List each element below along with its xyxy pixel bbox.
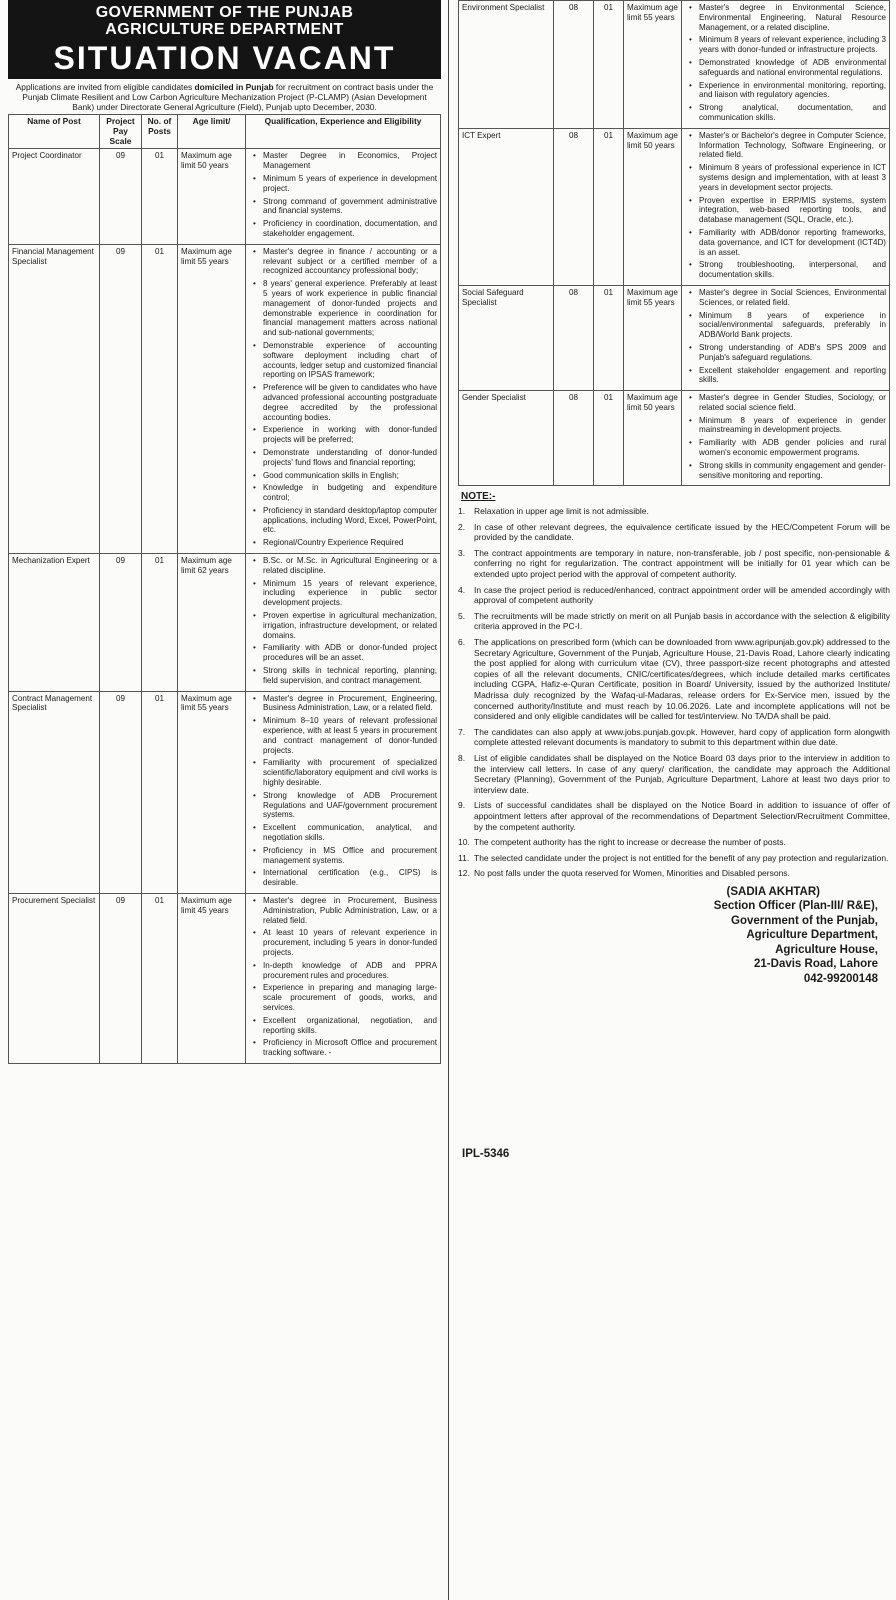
right-column — [458, 0, 890, 1160]
qualification-item: • Proven expertise in ERP/MIS systems, system integration, web-based reporting tools, and database management (SQL, Oracle, etc.). — [685, 196, 886, 225]
note-item: 5. The recruitments will be made strictly on merit on all Punjab basis in accordance with the selection & eligibility criteria approved in the PC-I. — [458, 611, 890, 632]
signatory-name: (SADIA AKHTAR) — [726, 885, 820, 898]
num-posts: 01 — [142, 691, 178, 893]
qualification-item: • Master Degree in Economics, Project Management — [249, 151, 437, 171]
qualification-item: • Strong knowledge of ADB Procurement Regulations and UAF/government procurement systems. — [249, 791, 437, 820]
qualification-item: • In-depth knowledge of ADB and PPRA procurement rules and procedures. — [249, 961, 437, 981]
note-item: 9. Lists of successful candidates shall be displayed on the Notice Board in addition to issuance of offer of appointment letters after approval of the recommendations of Department Selection/Recruitment Committee, by the competent authority. — [458, 800, 890, 832]
header-department: AGRICULTURE DEPARTMENT — [105, 21, 344, 38]
advert-header — [8, 0, 441, 79]
qualification-item: • Proficiency in standard desktop/laptop computer applications, including Word, Excel, PowerPoint, etc. — [249, 506, 437, 535]
qualification-item: • Strong troubleshooting, interpersonal, and documentation skills. — [685, 260, 886, 280]
intro-text: Applications are invited from eligible candidates domiciled in Punjab for recruitment on contract basis under the Punjab Climate Resilient and Low Carbon Agriculture Mechanization Project (P-CLAMP) (Asian Development Bank) under Directorate General Agriculture (Field), Punjab upto December, 2030. — [15, 82, 434, 112]
th-qualification: Qualification, Experience and Eligibility — [246, 115, 441, 149]
qualification-item: • Proficiency in coordination, documentation, and stakeholder engagement. — [249, 219, 437, 239]
th-age: Age limit/ — [178, 115, 246, 149]
post-name: Social Safeguard Specialist — [459, 285, 554, 390]
pay-scale: 09 — [100, 554, 142, 692]
qualification-cell — [682, 391, 890, 486]
signatory-phone: 042-99200148 — [803, 972, 878, 985]
table-row — [459, 391, 890, 486]
qualification-cell — [682, 1, 890, 129]
qualification-item: • Strong skills in community engagement and gender-sensitive monitoring and reporting. — [685, 461, 886, 481]
qualification-item: • Demonstrated knowledge of ADB environmental safeguards and national environmental regulations. — [685, 58, 886, 78]
age-limit: Maximum age limit 55 years — [624, 285, 682, 390]
qualification-item: • Minimum 8 years of relevant experience, including 3 years with donor-funded or infrastructure projects. — [685, 35, 886, 55]
note-item: 4. In case the project period is reduced/enhanced, contract appointment order will be amended accordingly with approval of competent authority — [458, 585, 890, 606]
note-item: 1. Relaxation in upper age limit is not admissible. — [458, 506, 890, 517]
table-row — [9, 691, 441, 893]
qualification-cell — [246, 691, 441, 893]
qualification-item: • B.Sc. or M.Sc. in Agricultural Engineering or a related discipline. — [249, 556, 437, 576]
posts-table-right — [458, 0, 890, 486]
notes-section — [458, 492, 890, 878]
th-name: Name of Post — [9, 115, 100, 149]
note-item: 8. List of eligible candidates shall be displayed on the Notice Board 03 days prior to the interview in addition to the interview call letters. In case of any query/ clarification, the candidate may approach the Additional Secretary (Planning), Government of the Punjab, Agriculture Department, Lahore at least two days prior to interview date. — [458, 753, 890, 795]
table-row — [459, 285, 890, 390]
qualification-item: • Familiarity with ADB gender policies and rural women's economic empowerment programs. — [685, 438, 886, 458]
qualification-item: • Preference will be given to candidates who have advanced professional accounting postgraduate degree accredited by the professional accounting bodies. — [249, 383, 437, 422]
age-limit: Maximum age limit 55 years — [178, 244, 246, 553]
table-row — [9, 893, 441, 1063]
signatory-dept: Agriculture Department, — [746, 929, 878, 942]
qualification-item: • Familiarity with procurement of specialized scientific/laboratory equipment and civil works is highly desirable. — [249, 758, 437, 787]
signature-block — [458, 885, 890, 987]
notes-list — [458, 506, 890, 879]
pay-scale: 09 — [100, 893, 142, 1063]
num-posts: 01 — [142, 554, 178, 692]
qualification-item: • Proficiency in MS Office and procurement management systems. — [249, 846, 437, 866]
notes-title: NOTE:- — [461, 491, 496, 503]
qualification-item: • Master's or Bachelor's degree in Computer Science, Information Technology, Software Engineering, or related field. — [685, 131, 886, 160]
post-name: Financial Management Specialist — [9, 244, 100, 553]
table-row — [459, 1, 890, 129]
signatory-title: Section Officer (Plan-III/ R&E), — [713, 900, 878, 913]
post-name: Environment Specialist — [459, 1, 554, 129]
age-limit: Maximum age limit 50 years — [624, 391, 682, 486]
pay-scale: 09 — [100, 244, 142, 553]
qualification-item: • Master's degree in Social Sciences, Environmental Sciences, or related field. — [685, 288, 886, 308]
age-limit: Maximum age limit 55 years — [178, 691, 246, 893]
qualification-item: • Excellent communication, analytical, and negotiation skills. — [249, 823, 437, 843]
note-item: 10. The competent authority has the right to increase or decrease the number of posts. — [458, 837, 890, 848]
num-posts: 01 — [142, 893, 178, 1063]
left-column — [8, 0, 441, 1064]
qualification-item: • Master's degree in Gender Studies, Sociology, or related social science field. — [685, 393, 886, 413]
age-limit: Maximum age limit 62 years — [178, 554, 246, 692]
qualification-item: • Master's degree in Procurement, Business Administration, Public Administration, Law, or a related field. — [249, 896, 437, 925]
qualification-cell — [246, 554, 441, 692]
qualification-item: • Good communication skills in English; — [249, 471, 437, 481]
post-name: Procurement Specialist — [9, 893, 100, 1063]
qualification-item: • Strong skills in technical reporting, planning, field supervision, and contract management. — [249, 666, 437, 686]
num-posts: 01 — [594, 391, 624, 486]
num-posts: 01 — [142, 149, 178, 244]
post-name: Contract Management Specialist — [9, 691, 100, 893]
column-divider — [448, 0, 449, 1600]
qualification-item: • Knowledge in budgeting and expenditure control; — [249, 483, 437, 503]
age-limit: Maximum age limit 55 years — [624, 1, 682, 129]
qualification-cell — [682, 128, 890, 285]
note-item: 12. No post falls under the quota reserved for Women, Minorities and Disabled persons. — [458, 868, 890, 879]
pay-scale: 09 — [100, 149, 142, 244]
qualification-item: • Demonstrable experience of accounting software deployment including chart of accounts, ledger setup and customized financial reporting on IPSAS framework; — [249, 341, 437, 380]
qualification-item: • At least 10 years of relevant experience in procurement, including 5 years in donor-funded projects. — [249, 928, 437, 957]
qualification-item: • Excellent stakeholder engagement and reporting skills. — [685, 366, 886, 386]
qualification-item: • Experience in environmental monitoring, reporting, and liaison with regulatory agencies. — [685, 81, 886, 101]
qualification-item: • Familiarity with ADB or donor-funded project procedures will be an asset. — [249, 643, 437, 663]
qualification-item: • Minimum 8 years of experience in gender mainstreaming in development projects. — [685, 416, 886, 436]
num-posts: 01 — [142, 244, 178, 553]
post-name: Project Coordinator — [9, 149, 100, 244]
th-scale: Project Pay Scale — [100, 115, 142, 149]
note-item: 2. In case of other relevant degrees, the equivalence certificate issued by the HEC/Competent Forum will be provided by the candidate. — [458, 522, 890, 543]
age-limit: Maximum age limit 50 years — [178, 149, 246, 244]
pay-scale: 08 — [554, 285, 594, 390]
qualification-item: • Minimum 8 years of professional experience in ICT systems design and implementation, with at least 3 years in development sector projects. — [685, 163, 886, 192]
qualification-item: • Proven expertise in agricultural mechanization, irrigation, infrastructure development, or related domains. — [249, 611, 437, 640]
qualification-item: • Demonstrate understanding of donor-funded projects' fund flows and financial reporting; — [249, 448, 437, 468]
pay-scale: 08 — [554, 1, 594, 129]
th-posts: No. of Posts — [142, 115, 178, 149]
table-row — [459, 128, 890, 285]
signatory-gov: Government of the Punjab, — [731, 914, 878, 927]
age-limit: Maximum age limit 50 years — [624, 128, 682, 285]
note-item: 11. The selected candidate under the project is not entitled for the benefit of any pay protection and regularization. — [458, 853, 890, 864]
table-header-row — [9, 115, 441, 149]
num-posts: 01 — [594, 1, 624, 129]
qualification-item: • Regional/Country Experience Required — [249, 538, 437, 548]
qualification-item: • Minimum 8 years of experience in social/environmental safeguards, preferably in ADB/World Bank projects. — [685, 311, 886, 340]
qualification-item: • Minimum 5 years of experience in development project. — [249, 174, 437, 194]
qualification-item: • International certification (e.g., CIPS) is desirable. — [249, 868, 437, 888]
pay-scale: 08 — [554, 391, 594, 486]
post-name: ICT Expert — [459, 128, 554, 285]
qualification-item: • Minimum 8–10 years of relevant professional experience, with at least 5 years in procurement and contract management of donor-funded projects. — [249, 716, 437, 755]
pay-scale: 09 — [100, 691, 142, 893]
qualification-item: • Strong command of government administrative and financial systems. — [249, 197, 437, 217]
note-item: 7. The candidates can also apply at www.jobs.punjab.gov.pk. However, hard copy of application form alongwith complete attested relevant documents is mandatory to submit to this department within due date. — [458, 727, 890, 748]
qualification-item: • 8 years' general experience. Preferably at least 5 years of work experience in public financial management of donor-funded projects and demonstrable experience in coordination for financial management matters across national and sub-national governments; — [249, 279, 437, 338]
table-row — [9, 244, 441, 553]
num-posts: 01 — [594, 285, 624, 390]
post-name: Mechanization Expert — [9, 554, 100, 692]
note-item: 6. The applications on prescribed form (which can be downloaded from www.agripunjab.gov.pk) addressed to the Secretary Agriculture, Government of the Punjab, Agriculture House, 21-Davis Road, Lahore clearly indicating the post applied for along with curriculum vitae (CV), three passport-size recent photographs and attested copies of all the relevant documents, CNIC/certificates/degrees, which include detailed marks certificates including CGPA, Hafiz-e-Quran Certificate, position in Board/ University, issued by the authorized Institute/ Madrissa duly recognized by the Wafaq-ul-Madaras, release orders for Ex-Service men, issued by the concerned authority/Institute and must reach by 10.06.2026. Late and incomplete applications will not be considered and only eligible candidates will be called for test/interview. No TA/DA shall be paid. — [458, 637, 890, 722]
pay-scale: 08 — [554, 128, 594, 285]
qualification-cell — [246, 244, 441, 553]
ipl-number: IPL-5346 — [462, 1148, 510, 1160]
qualification-item: • Minimum 15 years of relevant experience, including experience in public sector development projects. — [249, 579, 437, 608]
qualification-item: • Proficiency in Microsoft Office and procurement tracking software. - — [249, 1038, 437, 1058]
qualification-cell — [246, 893, 441, 1063]
qualification-item: • Familiarity with ADB/donor reporting frameworks, data governance, and ICT for development (ICT4D) is an asset. — [685, 228, 886, 257]
qualification-item: • Strong analytical, documentation, and communication skills. — [685, 103, 886, 123]
qualification-item: • Master's degree in Environmental Science, Environmental Engineering, Natural Resource Management, or a related discipline. — [685, 3, 886, 32]
header-title: SITUATION VACANT — [53, 40, 396, 76]
note-item: 3. The contract appointments are temporary in nature, non-transferable, job / post specific, non-pensionable & conferring no right for regularization. The contract appointment will be initially for 01 year which can be extended upto project period with the approval of competent authority. — [458, 548, 890, 580]
signatory-house: Agriculture House, — [775, 943, 878, 956]
age-limit: Maximum age limit 45 years — [178, 893, 246, 1063]
qualification-item: • Master's degree in finance / accounting or a relevant subject or a certified member of a recognized accountancy professional body; — [249, 247, 437, 276]
qualification-cell — [682, 285, 890, 390]
header-government: GOVERNMENT OF THE PUNJAB — [95, 4, 354, 21]
qualification-cell — [246, 149, 441, 244]
qualification-item: • Excellent organizational, negotiation, and reporting skills. — [249, 1016, 437, 1036]
qualification-item: • Strong understanding of ADB's SPS 2009 and Punjab's safeguard regulations. — [685, 343, 886, 363]
posts-table-left — [8, 114, 441, 1064]
num-posts: 01 — [594, 128, 624, 285]
table-row — [9, 554, 441, 692]
signatory-address: 21-Davis Road, Lahore — [754, 958, 878, 971]
table-row — [9, 149, 441, 244]
qualification-item: • Experience in preparing and managing large-scale procurement of goods, works, and services. — [249, 983, 437, 1012]
post-name: Gender Specialist — [459, 391, 554, 486]
qualification-item: • Master's degree in Procurement, Engineering, Business Administration, Law, or a related field. — [249, 694, 437, 714]
qualification-item: • Experience in working with donor-funded projects will be preferred; — [249, 425, 437, 445]
